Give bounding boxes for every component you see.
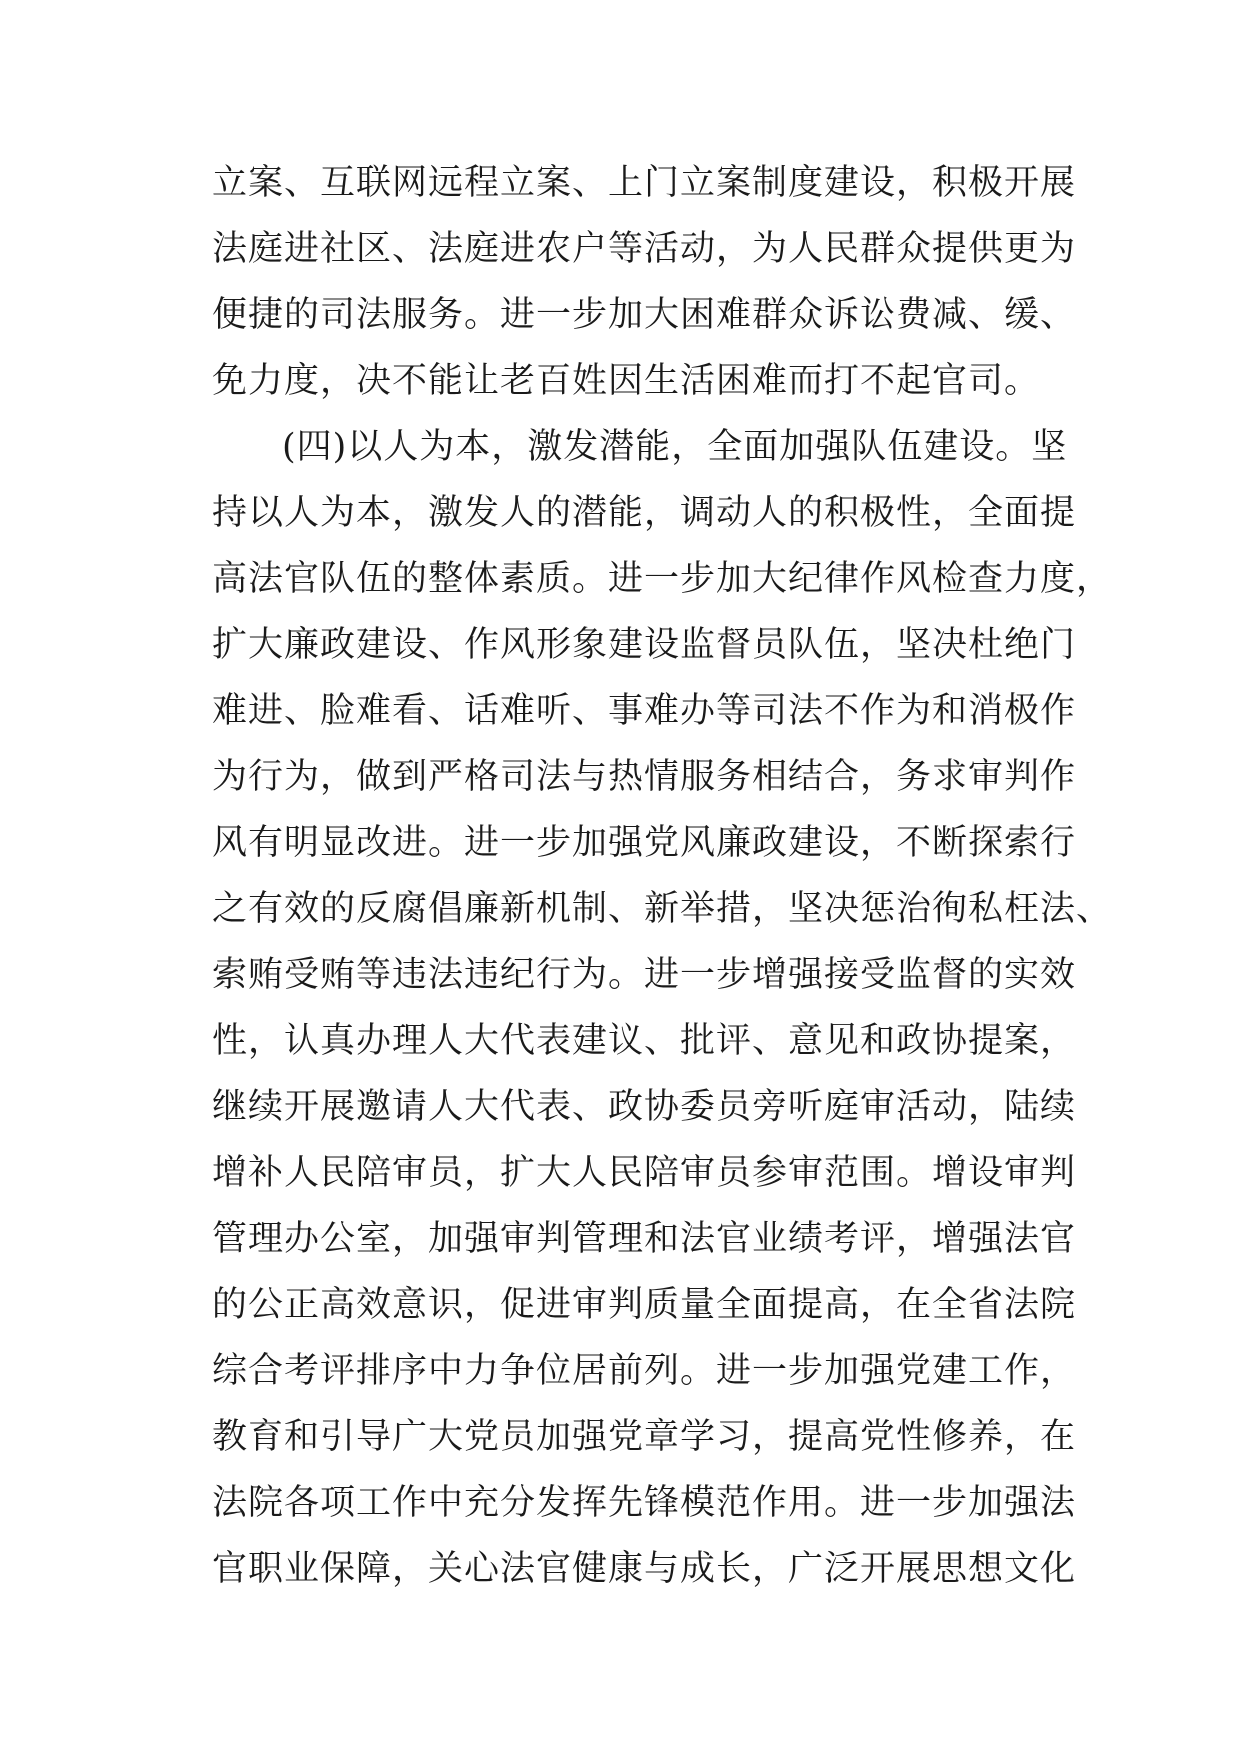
text-line: 便捷的司法服务。进一步加大困难群众诉讼费减、缓、 [212,295,1077,335]
text-line: 法院各项工作中充分发挥先锋模范作用。进一步加强法 [212,1483,1077,1523]
text-line: 增补人民陪审员，扩大人民陪审员参审范围。增设审判 [212,1153,1077,1193]
text-line: 风有明显改进。进一步加强党风廉政建设，不断探索行 [212,823,1077,863]
text-line: 法庭进社区、法庭进农户等活动，为人民群众提供更为 [212,229,1077,269]
text-line: 持以人为本，激发人的潜能，调动人的积极性，全面提 [212,493,1077,533]
text-line: 高法官队伍的整体素质。进一步加大纪律作风检查力度， [212,559,1113,599]
text-line: 性，认真办理人大代表建议、批评、意见和政协提案， [212,1021,1077,1061]
body-text [212,150,1113,1602]
text-line: 难进、脸难看、话难听、事难办等司法不作为和消极作 [212,691,1077,731]
text-line: 综合考评排序中力争位居前列。进一步加强党建工作， [212,1351,1077,1391]
text-line: 立案、互联网远程立案、上门立案制度建设，积极开展 [212,163,1077,203]
text-line: 为行为，做到严格司法与热情服务相结合，务求审判作 [212,757,1077,797]
text-line: 官职业保障，关心法官健康与成长，广泛开展思想文化 [212,1549,1077,1589]
text-line: 扩大廉政建设、作风形象建设监督员队伍，坚决杜绝门 [212,625,1077,665]
text-line: 免力度，决不能让老百姓因生活困难而打不起官司。 [212,361,1041,401]
text-line: 之有效的反腐倡廉新机制、新举措，坚决惩治徇私枉法、 [212,889,1113,929]
text-line: 管理办公室，加强审判管理和法官业绩考评，增强法官 [212,1219,1077,1259]
section-heading-line: (四)以人为本，激发潜能，全面加强队伍建设。坚 [282,427,1068,467]
text-line: 索贿受贿等违法违纪行为。进一步增强接受监督的实效 [212,955,1077,995]
text-line: 教育和引导广大党员加强党章学习，提高党性修养，在 [212,1417,1077,1457]
text-line: 继续开展邀请人大代表、政协委员旁听庭审活动，陆续 [212,1087,1077,1127]
text-line: 的公正高效意识，促进审判质量全面提高，在全省法院 [212,1285,1077,1325]
